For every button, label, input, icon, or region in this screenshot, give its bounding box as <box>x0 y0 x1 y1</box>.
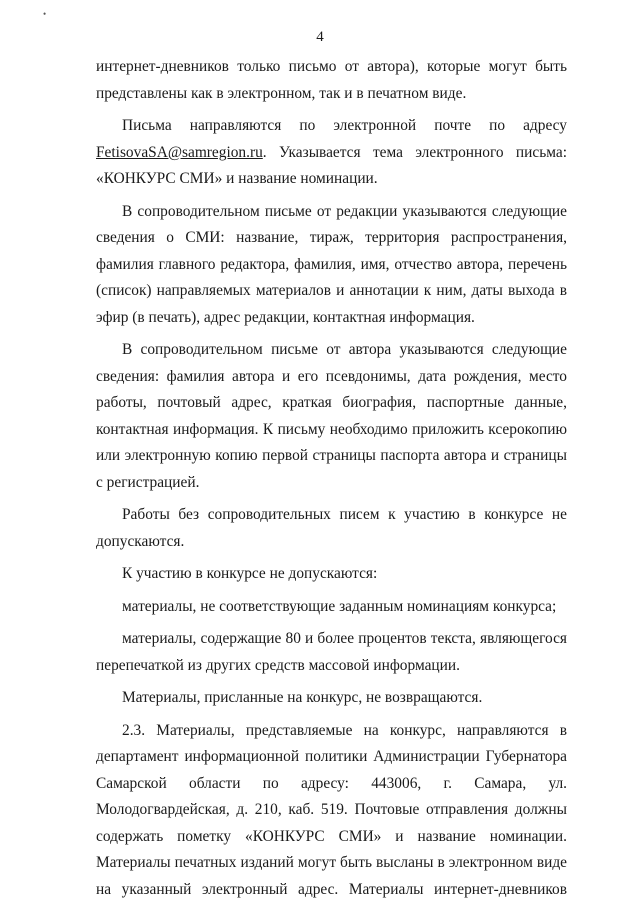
paragraph-no-letter-rejected: Работы без сопроводительных писем к участию в конкурсе не допускаются. <box>96 506 567 550</box>
paragraph-not-returned: Материалы, присланные на конкурс, не возвращаются. <box>122 689 483 706</box>
paragraph-section-2-3: 2.3. Материалы, представляемые на конкурс, направляются в департамент информационной политики Администрации Губернатора Самарской области по адресу: 443006, г. Самара, ул. Молодогвардейская, д. 210, каб. 519. Почтовые отправления должны содержать пометку «КОНКУРС СМИ» и название номинации. Материалы печатных изданий могут быть высланы в электронном виде на указанный электронный адрес. Материалы интернет-дневников <box>96 721 567 898</box>
paragraph-author-letter: В сопроводительном письме от автора указываются следующие сведения: фамилия автора и его псевдонимы, дата рождения, место работы, почтовый адрес, краткая биография, паспортные данные, контактная информация. К письму необходимо приложить ксерокопию или электронную копию первой страницы паспорта автора и страницы с регистрацией. <box>96 341 567 491</box>
paragraph-exclusions-heading: К участию в конкурсе не допускаются: <box>122 565 378 582</box>
paragraph-exclusion-item: материалы, содержащие 80 и более процентов текста, являющегося перепечаткой из других средств массовой информации. <box>96 630 567 674</box>
email-link[interactable]: FetisovaSA@samregion.ru <box>96 143 263 161</box>
paragraph-text: . Указывается тема электронного письма: «КОНКУРС СМИ» и название номинации. <box>96 143 567 187</box>
paragraph-text: Письма направляются по электронной почте по адресу <box>122 117 567 134</box>
paragraph-exclusion-item: материалы, не соответствующие заданным номинациям конкурса; <box>122 597 557 615</box>
corner-mark: • <box>43 9 47 19</box>
paragraph-continuation: интернет-дневников только письмо от автора), которые могут быть представлены как в электронном, так и в печатном виде. <box>96 58 567 102</box>
paragraph-email-instructions <box>96 113 567 193</box>
paragraph-editorial-letter: В сопроводительном письме от редакции указываются следующие сведения о СМИ: название, тираж, территория распространения, фамилия главного редактора, фамилия, имя, отчество автора, перечень (список) направляемых материалов и аннотации к ним, даты выхода в эфир (в печать), адрес редакции, контактная информация. <box>96 202 567 326</box>
document-body <box>96 54 567 903</box>
page-number: 4 <box>316 29 324 45</box>
